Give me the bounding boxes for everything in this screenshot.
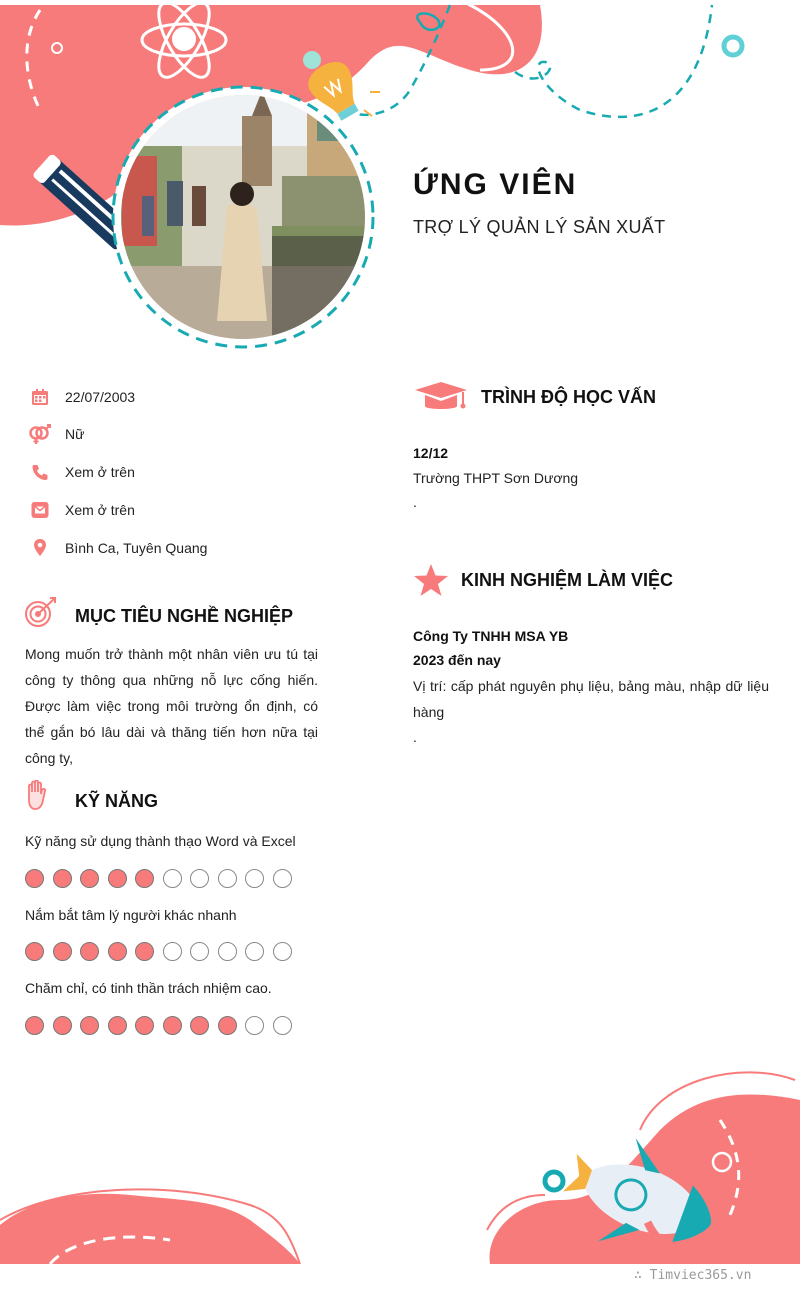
rating-dot-empty xyxy=(273,1016,292,1035)
rating-dot-filled xyxy=(135,942,154,961)
rating-dot-empty xyxy=(190,942,209,961)
rating-dot-filled xyxy=(190,1016,209,1035)
education-grade: 12/12 xyxy=(413,445,449,461)
profile-photo xyxy=(112,86,374,348)
rating-dot-filled xyxy=(53,942,72,961)
skill-label: Kỹ năng sử dụng thành thạo Word và Excel xyxy=(25,833,296,849)
rating-dot-empty xyxy=(245,942,264,961)
calendar-icon xyxy=(28,385,52,409)
rating-dot-filled xyxy=(135,1016,154,1035)
experience-description: Vị trí: cấp phát nguyên phụ liệu, bảng màu, nhập dữ liệu hàng xyxy=(413,678,769,720)
rating-dot-empty xyxy=(273,942,292,961)
experience-note: . xyxy=(413,729,417,745)
experience-company: Công Ty TNHH MSA YB xyxy=(413,628,569,644)
rating-dot-empty xyxy=(273,869,292,888)
contact-email xyxy=(28,498,135,522)
rating-dot-empty xyxy=(190,869,209,888)
phone-icon xyxy=(28,460,52,484)
contact-birthdate xyxy=(28,385,136,409)
rating-dot-empty xyxy=(163,942,182,961)
objective-text: Mong muốn trở thành một nhân viên ưu tú tại công ty thông qua những nỗ lực cống hiến. Được làm việc trong môi trường ổn định, có thể gắn bó lâu dài và thăng tiến hơn nữa tại công ty, xyxy=(25,646,318,766)
rating-dot-filled xyxy=(25,942,44,961)
objective-heading: MỤC TIÊU NGHỀ NGHIỆP xyxy=(75,606,294,626)
skill-rating xyxy=(25,1016,292,1035)
target-icon xyxy=(24,596,58,635)
rating-dot-filled xyxy=(108,942,127,961)
job-title: TRỢ LÝ QUẢN LÝ SẢN XUẤT xyxy=(413,217,666,237)
skill-rating xyxy=(25,869,292,888)
education-school: Trường THPT Sơn Dương xyxy=(413,470,579,486)
skill-label: Chăm chỉ, có tinh thần trách nhiệm cao. xyxy=(25,980,272,996)
contact-gender xyxy=(28,422,85,446)
star-icon xyxy=(413,563,449,602)
rating-dot-filled xyxy=(25,869,44,888)
gender-icon xyxy=(28,422,52,446)
phone-text: Xem ở trên xyxy=(65,464,135,480)
rating-dot-empty xyxy=(163,869,182,888)
candidate-name: ỨNG VIÊN xyxy=(413,168,578,201)
gender-text: Nữ xyxy=(65,426,85,442)
contact-phone xyxy=(28,460,135,484)
rating-dot-filled xyxy=(135,869,154,888)
skill-rating xyxy=(25,942,292,961)
rating-dot-empty xyxy=(245,1016,264,1035)
contact-address xyxy=(28,536,208,560)
rating-dot-filled xyxy=(80,942,99,961)
location-pin-icon xyxy=(28,536,52,560)
experience-period: 2023 đến nay xyxy=(413,652,501,668)
watermark: ∴ Timviec365.vn xyxy=(634,1268,752,1283)
rating-dot-filled xyxy=(80,1016,99,1035)
birthdate-text: 22/07/2003 xyxy=(65,389,136,405)
email-text: Xem ở trên xyxy=(65,502,135,518)
rating-dot-filled xyxy=(218,1016,237,1035)
rating-dot-filled xyxy=(108,1016,127,1035)
rating-dot-filled xyxy=(53,869,72,888)
rating-dot-empty xyxy=(245,869,264,888)
address-text: Bình Ca, Tuyên Quang xyxy=(65,540,208,556)
skill-label: Nắm bắt tâm lý người khác nhanh xyxy=(25,907,237,923)
rating-dot-empty xyxy=(218,942,237,961)
skills-heading: KỸ NĂNG xyxy=(75,791,159,811)
experience-heading: KINH NGHIỆM LÀM VIỆC xyxy=(461,570,674,590)
rating-dot-empty xyxy=(218,869,237,888)
graduation-cap-icon xyxy=(413,380,469,421)
rating-dot-filled xyxy=(108,869,127,888)
hand-icon xyxy=(25,780,49,817)
email-icon xyxy=(28,498,52,522)
rating-dot-filled xyxy=(25,1016,44,1035)
education-heading: TRÌNH ĐỘ HỌC VẤN xyxy=(481,387,656,407)
rating-dot-filled xyxy=(163,1016,182,1035)
rating-dot-filled xyxy=(53,1016,72,1035)
rating-dot-filled xyxy=(80,869,99,888)
education-note: . xyxy=(413,494,417,510)
